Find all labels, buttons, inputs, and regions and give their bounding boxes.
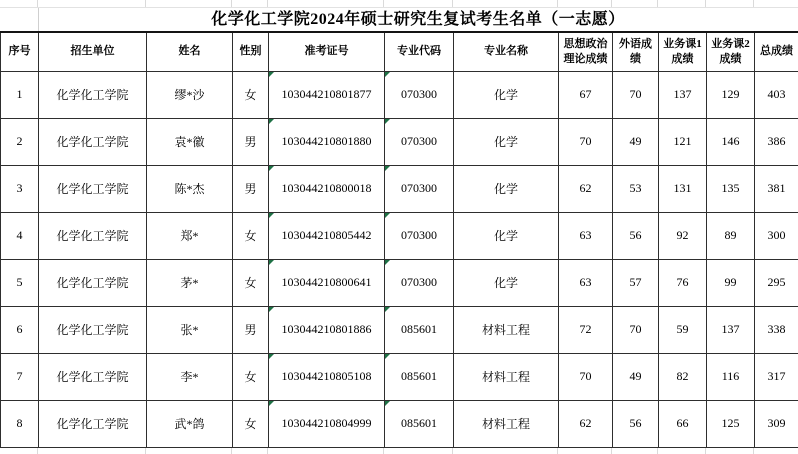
gridline-cell (38, 448, 146, 454)
major-name-value: 化学 (494, 229, 518, 243)
language-score-value: 57 (630, 275, 642, 289)
major-code-cell[interactable] (385, 400, 454, 447)
gridline-cell (146, 0, 232, 7)
text-format-green-triangle-icon (269, 213, 274, 218)
major-name-cell[interactable] (454, 71, 559, 118)
unit-cell[interactable] (39, 306, 147, 353)
name-cell[interactable] (147, 212, 233, 259)
politics-score-value: 63 (580, 275, 592, 289)
name-value: 袁*徽 (174, 135, 204, 149)
subject1-score-cell[interactable] (659, 259, 707, 306)
text-format-green-triangle-icon (269, 166, 274, 171)
major-code-value: 070300 (401, 134, 437, 148)
subject2-score-value: 137 (722, 322, 740, 336)
language-score-cell[interactable] (613, 71, 659, 118)
text-format-green-triangle-icon (269, 307, 274, 312)
subject1-score-cell[interactable] (659, 165, 707, 212)
subject2-score-value: 146 (722, 134, 740, 148)
index-value: 4 (17, 228, 23, 242)
major-name-value: 化学 (494, 135, 518, 149)
gridline-cell (384, 448, 453, 454)
gender-cell[interactable] (233, 353, 269, 400)
exam-id-cell[interactable] (269, 71, 385, 118)
name-value: 武*鸽 (174, 417, 204, 431)
gridline-cell (232, 448, 268, 454)
subject1-score-cell[interactable] (659, 118, 707, 165)
gender-cell[interactable] (233, 400, 269, 447)
text-format-green-triangle-icon (385, 72, 390, 77)
major-code-cell[interactable] (385, 353, 454, 400)
major-name-value: 化学 (494, 276, 518, 290)
major-code-value: 085601 (401, 322, 437, 336)
exam-id-value: 103044210804999 (282, 416, 372, 430)
total-score-value: 381 (768, 181, 786, 195)
politics-score-value: 63 (580, 228, 592, 242)
gender-cell[interactable] (233, 306, 269, 353)
unit-cell[interactable] (39, 259, 147, 306)
subject1-score-cell[interactable] (659, 353, 707, 400)
total-score-cell[interactable] (755, 165, 798, 212)
table-row (1, 353, 798, 400)
col-header-exam-id[interactable]: 准考证号 (269, 32, 385, 71)
gender-cell[interactable] (233, 165, 269, 212)
politics-score-cell[interactable] (559, 71, 613, 118)
name-value: 李* (180, 370, 198, 384)
major-name-value: 材料工程 (482, 417, 530, 431)
politics-score-value: 67 (580, 87, 592, 101)
unit-value: 化学化工学院 (56, 417, 128, 431)
gridline-cell (268, 0, 384, 7)
subject1-score-value: 121 (674, 134, 692, 148)
major-code-value: 070300 (401, 228, 437, 242)
politics-score-value: 72 (580, 322, 592, 336)
subject1-score-value: 59 (677, 322, 689, 336)
name-value: 陈*杰 (174, 182, 204, 196)
major-name-value: 材料工程 (482, 370, 530, 384)
exam-id-value: 103044210800018 (282, 181, 372, 195)
politics-score-cell[interactable] (559, 353, 613, 400)
candidates-table (0, 31, 798, 448)
gridline-cell (612, 448, 658, 454)
subject1-score-cell[interactable] (659, 71, 707, 118)
language-score-cell[interactable] (613, 165, 659, 212)
header-row (1, 32, 798, 71)
gender-value: 女 (244, 276, 256, 290)
table-row (1, 306, 798, 353)
subject1-score-value: 131 (674, 181, 692, 195)
col-header-name[interactable]: 姓名 (147, 32, 233, 71)
language-score-cell[interactable] (613, 259, 659, 306)
unit-value: 化学化工学院 (56, 323, 128, 337)
politics-score-value: 70 (580, 134, 592, 148)
language-score-value: 70 (630, 87, 642, 101)
subject2-score-cell[interactable] (707, 400, 755, 447)
major-code-cell[interactable] (385, 71, 454, 118)
major-code-cell[interactable] (385, 259, 454, 306)
name-cell[interactable] (147, 306, 233, 353)
table-row (1, 212, 798, 259)
unit-value: 化学化工学院 (56, 229, 128, 243)
major-name-cell[interactable] (454, 118, 559, 165)
language-score-value: 53 (630, 181, 642, 195)
subject1-score-value: 76 (677, 275, 689, 289)
gridline-cell (558, 448, 612, 454)
text-format-green-triangle-icon (385, 213, 390, 218)
index-cell[interactable] (1, 212, 39, 259)
exam-id-value: 103044210805442 (282, 228, 372, 242)
politics-score-value: 62 (580, 416, 592, 430)
language-score-cell[interactable] (613, 400, 659, 447)
gridline-cell (558, 0, 612, 7)
index-value: 5 (17, 275, 23, 289)
total-score-cell[interactable] (755, 259, 798, 306)
total-score-value: 300 (768, 228, 786, 242)
subject1-score-cell[interactable] (659, 400, 707, 447)
text-format-green-triangle-icon (385, 166, 390, 171)
table-row (1, 118, 798, 165)
subject1-score-value: 92 (677, 228, 689, 242)
sheet-title[interactable]: 化学化工学院2024年硕士研究生复试考生名单（一志愿） (38, 8, 798, 31)
index-cell[interactable] (1, 259, 39, 306)
major-code-value: 070300 (401, 275, 437, 289)
major-code-cell[interactable] (385, 306, 454, 353)
exam-id-cell[interactable] (269, 353, 385, 400)
gridline-cell (754, 0, 798, 7)
col-header-index[interactable]: 序号 (1, 32, 39, 71)
politics-score-value: 62 (580, 181, 592, 195)
name-value: 张* (180, 323, 198, 337)
subject2-score-cell[interactable] (707, 259, 755, 306)
exam-id-cell[interactable] (269, 212, 385, 259)
subject1-score-value: 66 (677, 416, 689, 430)
gender-cell[interactable] (233, 118, 269, 165)
unit-cell[interactable] (39, 71, 147, 118)
unit-value: 化学化工学院 (56, 135, 128, 149)
name-cell[interactable] (147, 118, 233, 165)
name-cell[interactable] (147, 353, 233, 400)
col-header-major-code[interactable]: 专业代码 (385, 32, 454, 71)
index-value: 7 (17, 369, 23, 383)
subject2-score-value: 99 (725, 275, 737, 289)
total-score-cell[interactable] (755, 400, 798, 447)
title-row (0, 8, 798, 31)
politics-score-cell[interactable] (559, 165, 613, 212)
unit-cell[interactable] (39, 212, 147, 259)
col-header-subject1-score[interactable]: 业务课1成绩 (659, 32, 707, 71)
index-cell[interactable] (1, 71, 39, 118)
total-score-cell[interactable] (755, 71, 798, 118)
gridline-cell (38, 0, 146, 7)
gender-cell[interactable] (233, 259, 269, 306)
col-header-unit[interactable]: 招生单位 (39, 32, 147, 71)
major-code-value: 085601 (401, 369, 437, 383)
total-score-value: 403 (768, 87, 786, 101)
language-score-value: 49 (630, 134, 642, 148)
total-score-value: 338 (768, 322, 786, 336)
table-row (1, 71, 798, 118)
politics-score-cell[interactable] (559, 118, 613, 165)
name-value: 茅* (180, 276, 198, 290)
total-score-cell[interactable] (755, 306, 798, 353)
gridline-cell (658, 0, 706, 7)
table-row (1, 165, 798, 212)
exam-id-cell[interactable] (269, 306, 385, 353)
index-value: 2 (17, 134, 23, 148)
major-name-value: 材料工程 (482, 323, 530, 337)
language-score-value: 70 (630, 322, 642, 336)
gridline-cell (0, 0, 38, 7)
exam-id-cell[interactable] (269, 165, 385, 212)
major-name-cell[interactable] (454, 212, 559, 259)
title-row-gridline (38, 8, 39, 31)
gender-value: 女 (244, 88, 256, 102)
sheet-gridline-strip-bottom (0, 448, 798, 454)
politics-score-value: 70 (580, 369, 592, 383)
total-score-cell[interactable] (755, 212, 798, 259)
subject2-score-cell[interactable] (707, 353, 755, 400)
exam-id-cell[interactable] (269, 118, 385, 165)
subject2-score-cell[interactable] (707, 118, 755, 165)
text-format-green-triangle-icon (269, 260, 274, 265)
subject2-score-value: 125 (722, 416, 740, 430)
unit-cell[interactable] (39, 118, 147, 165)
language-score-value: 56 (630, 228, 642, 242)
index-value: 3 (17, 181, 23, 195)
name-cell[interactable] (147, 259, 233, 306)
gridline-cell (706, 448, 754, 454)
major-code-value: 070300 (401, 87, 437, 101)
col-header-politics-score[interactable]: 思想政治理论成绩 (559, 32, 613, 71)
text-format-green-triangle-icon (269, 119, 274, 124)
major-name-cell[interactable] (454, 353, 559, 400)
subject1-score-value: 82 (677, 369, 689, 383)
major-code-value: 070300 (401, 181, 437, 195)
exam-id-value: 103044210801886 (282, 322, 372, 336)
exam-id-cell[interactable] (269, 259, 385, 306)
sheet-gridline-strip-top (0, 0, 798, 8)
subject2-score-cell[interactable] (707, 306, 755, 353)
text-format-green-triangle-icon (269, 401, 274, 406)
col-header-total-score[interactable]: 总成绩 (755, 32, 798, 71)
gender-value: 男 (244, 135, 256, 149)
exam-id-value: 103044210801877 (282, 87, 372, 101)
name-cell[interactable] (147, 165, 233, 212)
unit-value: 化学化工学院 (56, 182, 128, 196)
gender-value: 女 (244, 417, 256, 431)
gender-cell[interactable] (233, 71, 269, 118)
text-format-green-triangle-icon (385, 260, 390, 265)
gender-value: 女 (244, 370, 256, 384)
major-name-cell[interactable] (454, 400, 559, 447)
subject1-score-cell[interactable] (659, 212, 707, 259)
index-cell[interactable] (1, 306, 39, 353)
politics-score-cell[interactable] (559, 259, 613, 306)
table-body (1, 71, 798, 447)
text-format-green-triangle-icon (269, 72, 274, 77)
major-name-cell[interactable] (454, 165, 559, 212)
exam-id-value: 103044210801880 (282, 134, 372, 148)
index-cell[interactable] (1, 165, 39, 212)
text-format-green-triangle-icon (385, 354, 390, 359)
col-header-language-score[interactable]: 外语成绩 (613, 32, 659, 71)
major-code-value: 085601 (401, 416, 437, 430)
exam-id-value: 103044210800641 (282, 275, 372, 289)
table-row (1, 400, 798, 447)
total-score-cell[interactable] (755, 118, 798, 165)
unit-value: 化学化工学院 (56, 276, 128, 290)
language-score-cell[interactable] (613, 353, 659, 400)
subject2-score-cell[interactable] (707, 71, 755, 118)
name-value: 郑* (180, 229, 198, 243)
total-score-value: 386 (768, 134, 786, 148)
gridline-cell (268, 448, 384, 454)
subject2-score-value: 135 (722, 181, 740, 195)
gender-value: 女 (244, 229, 256, 243)
index-value: 6 (17, 322, 23, 336)
gridline-cell (146, 448, 232, 454)
language-score-value: 56 (630, 416, 642, 430)
col-header-major-name[interactable]: 专业名称 (454, 32, 559, 71)
text-format-green-triangle-icon (385, 401, 390, 406)
unit-value: 化学化工学院 (56, 88, 128, 102)
col-header-subject2-score[interactable]: 业务课2成绩 (707, 32, 755, 71)
major-name-value: 化学 (494, 88, 518, 102)
gridline-cell (754, 448, 798, 454)
subject2-score-cell[interactable] (707, 212, 755, 259)
text-format-green-triangle-icon (385, 119, 390, 124)
politics-score-cell[interactable] (559, 400, 613, 447)
col-header-gender[interactable]: 性别 (233, 32, 269, 71)
unit-value: 化学化工学院 (56, 370, 128, 384)
name-value: 缪*沙 (174, 88, 204, 102)
exam-id-value: 103044210805108 (282, 369, 372, 383)
gridline-cell (384, 0, 453, 7)
gridline-cell (453, 0, 558, 7)
total-score-value: 295 (768, 275, 786, 289)
gridline-cell (232, 0, 268, 7)
total-score-cell[interactable] (755, 353, 798, 400)
politics-score-cell[interactable] (559, 306, 613, 353)
table-row (1, 259, 798, 306)
major-code-cell[interactable] (385, 212, 454, 259)
gender-value: 男 (244, 182, 256, 196)
major-name-value: 化学 (494, 182, 518, 196)
gridline-cell (612, 0, 658, 7)
major-code-cell[interactable] (385, 165, 454, 212)
language-score-cell[interactable] (613, 306, 659, 353)
subject2-score-value: 129 (722, 87, 740, 101)
text-format-green-triangle-icon (269, 354, 274, 359)
major-code-cell[interactable] (385, 118, 454, 165)
major-name-cell[interactable] (454, 259, 559, 306)
index-value: 1 (17, 87, 23, 101)
language-score-cell[interactable] (613, 212, 659, 259)
index-cell[interactable] (1, 353, 39, 400)
subject2-score-value: 116 (722, 369, 740, 383)
politics-score-cell[interactable] (559, 212, 613, 259)
name-cell[interactable] (147, 71, 233, 118)
unit-cell[interactable] (39, 353, 147, 400)
subject2-score-cell[interactable] (707, 165, 755, 212)
unit-cell[interactable] (39, 165, 147, 212)
subject1-score-value: 137 (674, 87, 692, 101)
gridline-cell (706, 0, 754, 7)
gridline-cell (658, 448, 706, 454)
gridline-cell (0, 448, 38, 454)
gender-cell[interactable] (233, 212, 269, 259)
index-cell[interactable] (1, 118, 39, 165)
index-value: 8 (17, 416, 23, 430)
text-format-green-triangle-icon (385, 307, 390, 312)
exam-id-cell[interactable] (269, 400, 385, 447)
subject2-score-value: 89 (725, 228, 737, 242)
total-score-value: 309 (768, 416, 786, 430)
gender-value: 男 (244, 323, 256, 337)
major-name-cell[interactable] (454, 306, 559, 353)
subject1-score-cell[interactable] (659, 306, 707, 353)
language-score-value: 49 (630, 369, 642, 383)
index-cell[interactable] (1, 400, 39, 447)
name-cell[interactable] (147, 400, 233, 447)
language-score-cell[interactable] (613, 118, 659, 165)
total-score-value: 317 (768, 369, 786, 383)
gridline-cell (453, 448, 558, 454)
unit-cell[interactable] (39, 400, 147, 447)
